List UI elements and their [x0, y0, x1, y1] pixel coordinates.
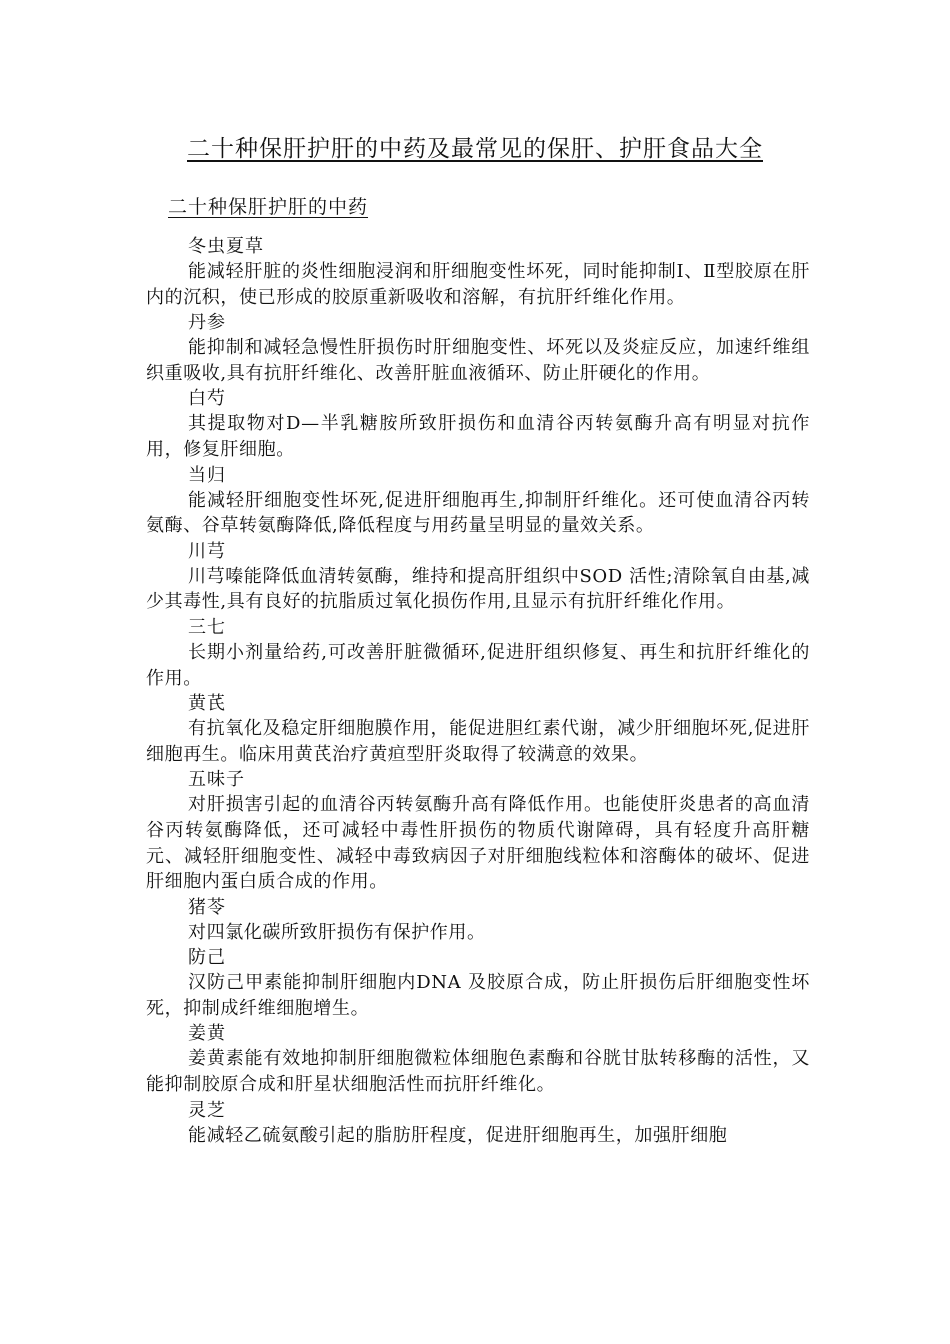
herb-description: 长期小剂量给药,可改善肝脏微循环,促进肝组织修复、再生和抗肝纤维化的作用。: [146, 641, 810, 689]
herb-description: 能减轻乙硫氨酸引起的脂肪肝程度，促进肝细胞再生，加强肝细胞: [188, 1124, 728, 1146]
herb-entry-dongchongxiacao: [146, 234, 810, 310]
herb-description: 汉防己甲素能抑制肝细胞内DNA 及胶原合成，防止肝损伤后肝细胞变性坏死，抑制成纤维细胞增生。: [146, 972, 810, 1019]
herb-description: 能抑制和减轻急慢性肝损伤时肝细胞变性、坏死以及炎症反应，加速纤维组织重吸收,具有抗肝纤维化、改善肝脏血液循环、防止肝硬化的作用。: [146, 337, 810, 384]
herb-name: 姜黄: [188, 1023, 226, 1045]
document-title: 二十种保肝护肝的中药及最常见的保肝、护肝食品大全: [187, 136, 763, 162]
herb-entry-danggui: [146, 463, 810, 539]
herb-description: 有抗氧化及稳定肝细胞膜作用，能促进胆红素代谢，减少肝细胞坏死,促进肝细胞再生。临床用黄芪治疗黄疸型肝炎取得了较满意的效果。: [146, 718, 810, 765]
herb-entry-fangji: [146, 945, 810, 1021]
herb-entry-chuanxiong: [146, 539, 810, 615]
herb-description: 对肝损害引起的血清谷丙转氨酶升高有降低作用。也能使肝炎患者的高血清谷丙转氨酶降低，还可减轻中毒性肝损伤的物质代谢障碍，具有轻度升高肝糖元、减轻肝细胞变性、减轻中毒致病因子对肝细胞线粒体和溶酶体的破坏、促进肝细胞内蛋白质合成的作用。: [146, 794, 810, 893]
herb-name: 当归: [188, 464, 226, 486]
herb-entry-danshen: [146, 310, 810, 386]
herb-name: 防己: [188, 947, 226, 969]
herb-entry-sanqi: [146, 615, 810, 691]
herb-entry-lingzhi: [146, 1098, 810, 1149]
herb-name: 黄芪: [188, 693, 226, 715]
herb-description: 姜黄素能有效地抑制肝细胞微粒体细胞色素酶和谷胱甘肽转移酶的活性，又能抑制胶原合成和肝星状细胞活性而抗肝纤维化。: [146, 1048, 810, 1096]
herb-entry-zhuling: [146, 895, 810, 946]
herb-description: 川芎嗪能降低血清转氨酶，维持和提高肝组织中SOD 活性;清除氧自由基,减少其毒性,具有良好的抗脂质过氧化损伤作用,且显示有抗肝纤维化作用。: [146, 565, 810, 613]
herb-description: 对四氯化碳所致肝损伤有保护作用。: [188, 921, 486, 943]
herb-name: 白芍: [188, 388, 226, 410]
herb-description: 能减轻肝细胞变性坏死,促进肝细胞再生,抑制肝纤维化。还可使血清谷丙转氨酶、谷草转氨酶降低,降低程度与用药量呈明显的量效关系。: [146, 489, 810, 537]
herb-name: 丹参: [188, 312, 226, 334]
section-heading: 二十种保肝护肝的中药: [168, 196, 369, 218]
herb-entry-jianghuang: [146, 1021, 810, 1097]
herb-name: 五味子: [188, 769, 245, 791]
herb-description: 其提取物对D—半乳糖胺所致肝损伤和血清谷丙转氨酶升高有明显对抗作用，修复肝细胞。: [146, 413, 810, 460]
herb-name: 灵芝: [188, 1099, 226, 1121]
herb-name: 猪苓: [188, 896, 226, 918]
herb-entry-baishao: [146, 386, 810, 462]
herb-list: [146, 234, 810, 1148]
herb-name: 川芎: [188, 540, 226, 562]
herb-entry-wuweizi: [146, 767, 810, 894]
herb-entry-huangqi: [146, 691, 810, 767]
herb-name: 冬虫夏草: [188, 236, 264, 257]
herb-description: 能减轻肝脏的炎性细胞浸润和肝细胞变性坏死，同时能抑制Ⅰ、Ⅱ型胶原在肝内的沉积，使已形成的胶原重新吸收和溶解，有抗肝纤维化作用。: [146, 261, 810, 308]
herb-name: 三七: [188, 616, 226, 638]
